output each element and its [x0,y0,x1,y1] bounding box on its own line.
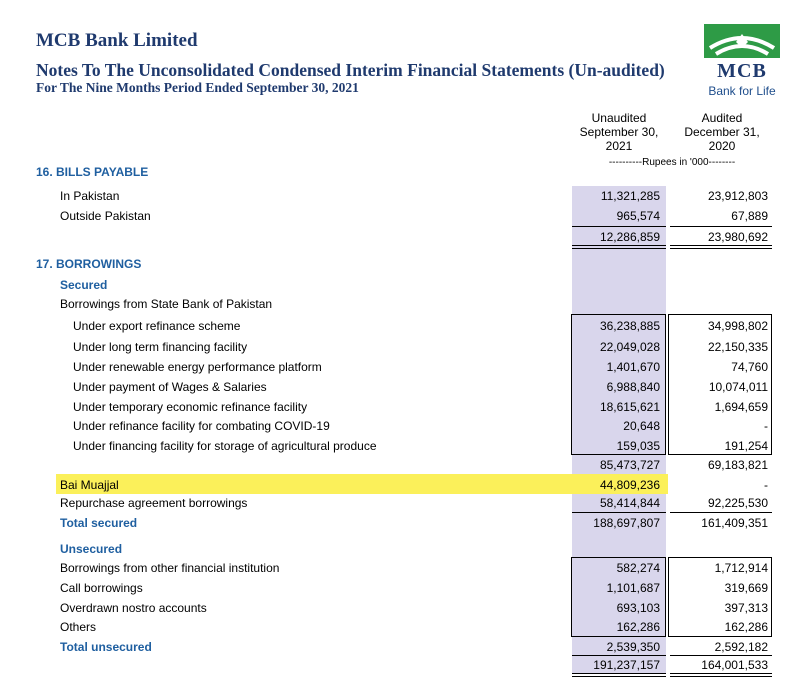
company-name: MCB Bank Limited [36,30,198,51]
unsecured-cell-2021: 162,286 [616,620,660,634]
sbp-row-label: Under renewable energy performance platform [73,360,322,374]
unsecured-row-label: Call borrowings [60,581,143,595]
rule [670,512,772,513]
logo-text: MCB [717,60,767,82]
rule [670,655,772,656]
sbp-cell-2021: 6,988,840 [606,380,660,394]
rule [572,226,666,227]
secured-heading: Secured [60,278,108,292]
unsecured-heading: Unsecured [60,542,123,556]
note-16-heading: 16. BILLS PAYABLE [36,165,149,179]
sbp-row-label: Under export refinance scheme [73,319,241,333]
sbp-row-label: Under temporary economic refinance facility [73,400,308,414]
sbp-cell-2020: 34,998,802 [707,319,768,333]
sbp-total-2020: 69,183,821 [707,458,768,472]
sbp-cell-2020: 1,694,659 [714,400,768,414]
unsecured-cell-2021: 1,101,687 [606,581,660,595]
mcb-logo-icon [704,24,780,60]
sbp-cell-2021: 22,049,028 [599,340,660,354]
cell-2020: 67,889 [731,209,768,223]
sbp-row-label: Under refinance facility for combating COVID-19 [73,419,330,433]
grand-total-2021: 191,237,157 [593,658,660,672]
row-label: Outside Pakistan [60,209,151,223]
double-rule [670,673,772,677]
double-rule [572,673,666,677]
repo-2021: 58,414,844 [599,496,660,510]
sbp-cell-2020: 191,254 [724,439,768,453]
total-secured-2021: 188,697,807 [593,516,660,530]
unsecured-cell-2020: 397,313 [724,601,768,615]
sbp-cell-2021: 36,238,885 [599,319,660,333]
unsecured-row-label: Others [60,620,97,634]
note-17-heading: 17. BORROWINGS [36,257,142,271]
sbp-row-label: Under financing facility for storage of agricultural produce [73,439,377,453]
sbp-cell-2020: 74,760 [731,360,768,374]
units-label: ----------Rupees in '000-------- [608,157,736,168]
sbp-cell-2021: 18,615,621 [599,400,660,414]
rule [572,655,666,656]
row-label: In Pakistan [60,189,120,203]
total-unsecured-2021: 2,539,350 [606,640,660,654]
double-rule [670,245,772,249]
double-rule [572,245,666,249]
unsecured-row-label: Overdrawn nostro accounts [60,601,207,615]
sbp-cell-2020: - [764,419,768,433]
sbp-row-label: Under payment of Wages & Salaries [73,380,267,394]
unsecured-cell-2020: 319,669 [724,581,768,595]
bai-muajjal-2021: 44,809,236 [599,478,660,492]
period-label: For The Nine Months Period Ended September 30, 2021 [36,80,359,95]
total-unsecured-2020: 2,592,182 [714,640,768,654]
column-header-2021: Unaudited September 30, 2021 [579,111,659,153]
rule [572,512,666,513]
sbp-cell-2021: 20,648 [623,419,660,433]
unsecured-cell-2021: 582,274 [616,561,660,575]
unsecured-cell-2020: 162,286 [724,620,768,634]
sbp-cell-2020: 10,074,011 [708,380,768,394]
logo-tagline: Bank for Life [708,84,776,98]
sbp-row-label: Under long term financing facility [73,340,248,354]
unsecured-cell-2021: 693,103 [616,601,660,615]
cell-2021: 11,321,285 [600,189,660,203]
total-2020: 23,980,692 [707,230,768,244]
sbp-total-2021: 85,473,727 [599,458,660,472]
total-secured-label: Total secured [60,516,138,530]
total-secured-2020: 161,409,351 [701,516,768,530]
rule [670,226,772,227]
total-unsecured-label: Total unsecured [60,640,152,654]
cell-2020: 23,912,803 [707,189,768,203]
cell-2021: 965,574 [616,209,660,223]
mcb-logo [704,24,780,104]
unsecured-row-label: Borrowings from other financial institution [60,561,280,575]
sbp-heading: Borrowings from State Bank of Pakistan [60,297,273,311]
bai-muajjal-label: Bai Muajjal [60,478,119,492]
sbp-cell-2021: 1,401,670 [606,360,660,374]
column-header-2020: Audited December 31, 2020 [684,111,760,153]
sbp-cell-2021: 159,035 [616,439,660,453]
page-title: Notes To The Unconsolidated Condensed Interim Financial Statements (Un-audited) [36,60,665,80]
repo-label: Repurchase agreement borrowings [60,496,248,510]
sbp-cell-2020: 22,150,335 [707,340,768,354]
grand-total-2020: 164,001,533 [701,658,768,672]
total-2021: 12,286,859 [599,230,660,244]
repo-2020: 92,225,530 [707,496,768,510]
bai-muajjal-2020: - [764,478,768,492]
unsecured-cell-2020: 1,712,914 [714,561,768,575]
